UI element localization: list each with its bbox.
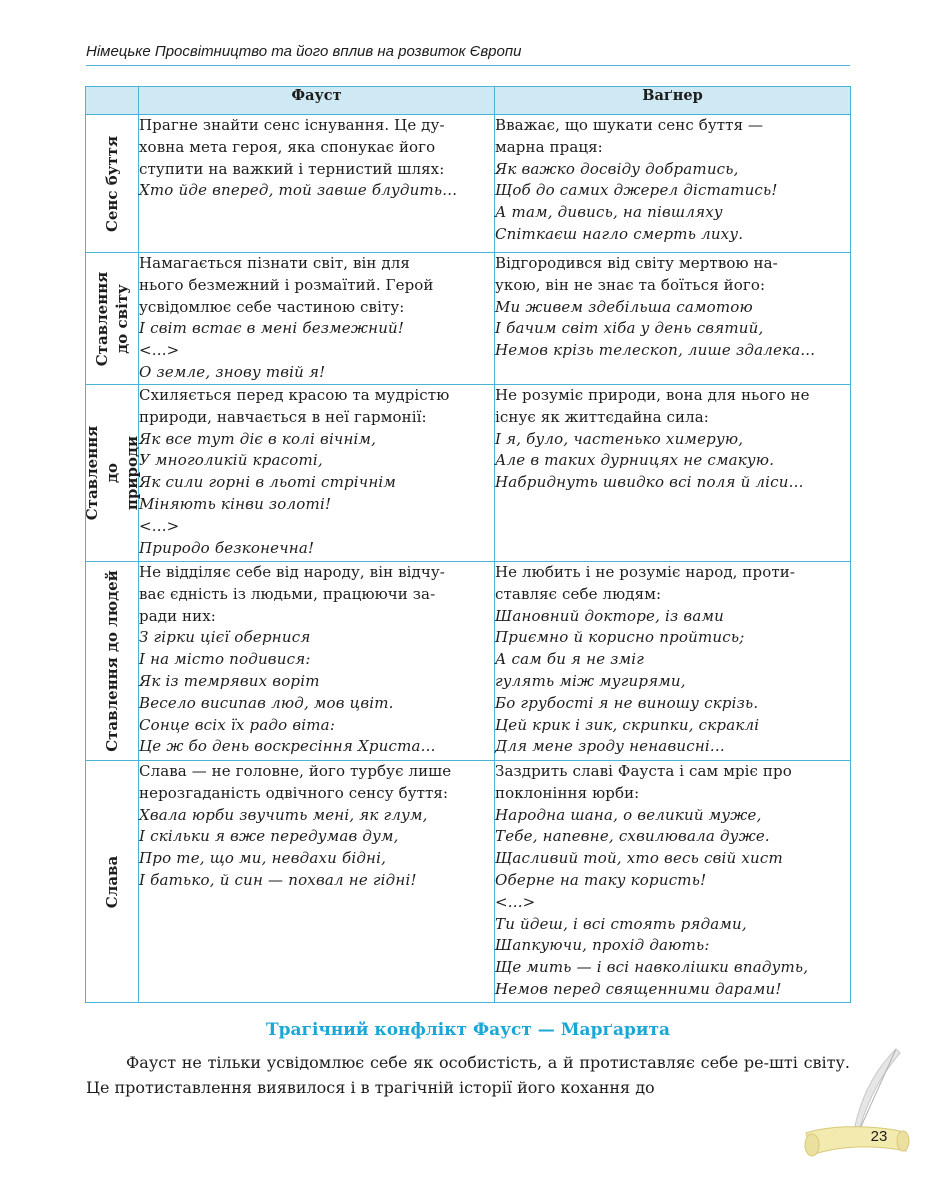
wagner-cell xyxy=(495,562,851,761)
table-row xyxy=(86,385,851,562)
row-label-cell xyxy=(83,385,141,562)
row-label: Ставлення до людей xyxy=(103,570,121,752)
wagner-cell xyxy=(495,253,851,385)
row-label: Слава xyxy=(103,855,121,908)
quill-scroll-icon xyxy=(800,1045,915,1165)
section-title: Трагічний конфлікт Фауст — Марґарита xyxy=(265,1020,671,1040)
comparison-table xyxy=(85,86,851,1003)
faust-cell xyxy=(139,761,495,1003)
column-header-faust: Фауст xyxy=(139,87,495,115)
wagner-description: Не розуміє природи, вона для нього не існує як життєдайна сила: xyxy=(495,386,810,426)
wagner-quote: Ми живем здебільша самотою І бачим світ хіба у день святий, Немов крізь телескоп, лише здалека... xyxy=(495,297,816,360)
faust-description: Не відділяє себе від народу, він відчу- ває єдність із людьми, працюючи за- ради них: xyxy=(139,563,445,625)
body-paragraph: Фауст не тільки усвідомлює себе як особистість, а й протиставляє себе ре-шті світу. Це протиставлення виявилося і в трагічній історії його кохання до xyxy=(86,1053,850,1097)
wagner-description: Відгородився від світу мертвою на- укою, він не знає та боїться його: xyxy=(495,254,778,294)
faust-description: Слава — не головне, його турбує лише нерозгаданість одвічного сенсу буття: xyxy=(139,762,452,802)
row-label: Сенс буття xyxy=(103,135,121,232)
table-row xyxy=(86,761,851,1003)
faust-description: Прагне знайти сенс існування. Це ду- ховна мета героя, яка спонукає його ступити на важкий і тернистий шлях: xyxy=(139,116,445,178)
row-label: Ставлення до світу xyxy=(93,271,131,366)
wagner-description: Не любить і не розуміє народ, проти- ставляє себе людям: xyxy=(495,563,795,603)
row-label-cell xyxy=(86,253,139,385)
faust-quote: Як все тут діє в колі вічнім, У многоликій красоті, Як сили горні в льоті стрічнім Міняють кінви золоті! <...> Природо безконечна! xyxy=(139,429,397,557)
faust-cell xyxy=(139,562,495,761)
wagner-quote: І я, було, частенько химерую, Але в таких дурницях не смакую. Набриднуть швидко всі поля й ліси... xyxy=(495,429,804,492)
faust-cell xyxy=(139,253,495,385)
faust-quote: І світ встає в мені безмежний! <...> О земле, знову твій я! xyxy=(139,319,405,381)
faust-cell xyxy=(139,115,495,253)
table-header-row xyxy=(86,87,851,115)
wagner-cell xyxy=(495,115,851,253)
faust-quote: З гірки цієї обернися І на місто подивися: Як із темрявих воріт Весело висипав люд, мов цвіт. Сонце всіх їх радо віта: Це ж бо день воскресіння Христа... xyxy=(139,628,436,756)
page-number: 23 xyxy=(870,1128,888,1145)
wagner-quote: Шановний докторе, із вами Приємно й корисно пройтись; А сам би я не зміг гулять між мугирями, Бо грубості я не виношу скрізь. Цей крик і зик, скрипки, скраклі Для мене зроду ненависні... xyxy=(495,606,760,756)
row-label-cell xyxy=(86,562,139,761)
wagner-quote: Народна шана, о великий муже, Тебе, напевне, схвилювала дуже. Щасливий той, хто весь свій хист Оберне на таку користь! <...> Ти йдеш, і всі стоять рядами, Шапкуючи, прохід дають: Ще мить — і всі навколішки впадуть, Немов перед священними дарами! xyxy=(495,805,809,998)
table-corner-cell xyxy=(86,87,139,115)
faust-quote: Хвала юрби звучить мені, як глум, І скільки я вже передумав дум, Про те, що ми, невдахи бідні, І батько, й син — похвал не гідні! xyxy=(139,805,428,889)
running-head: Німецьке Просвітництво та його вплив на розвиток Європи xyxy=(86,43,522,60)
row-label-cell xyxy=(86,115,139,253)
faust-description: Схиляється перед красою та мудрістю природи, навчається в неї гармонії: xyxy=(139,386,450,426)
table-row xyxy=(86,562,851,761)
header-rule xyxy=(86,65,850,66)
column-header-wagner: Ваґнер xyxy=(495,87,851,115)
faust-cell xyxy=(139,385,495,562)
faust-description: Намагається пізнати світ, він для нього безмежний і розмаїтий. Герой усвідомлює себе частиною світу: xyxy=(139,254,434,316)
table-row xyxy=(86,253,851,385)
wagner-cell xyxy=(495,385,851,562)
row-label-cell xyxy=(86,761,139,1003)
faust-quote: Хто йде вперед, той завше блудить... xyxy=(139,181,458,200)
wagner-description: Вважає, що шукати сенс буття — марна праця: xyxy=(495,116,764,156)
row-label: Ставлення до природи xyxy=(83,425,141,521)
wagner-cell xyxy=(495,761,851,1003)
wagner-description: Заздрить славі Фауста і сам мріє про поклоніння юрби: xyxy=(495,762,792,802)
wagner-quote: Як важко досвіду добратись, Щоб до самих джерел дістатись! А там, дивись, на півшляху Спіткаєш нагло смерть лиху. xyxy=(495,159,778,243)
table-row xyxy=(86,115,851,253)
